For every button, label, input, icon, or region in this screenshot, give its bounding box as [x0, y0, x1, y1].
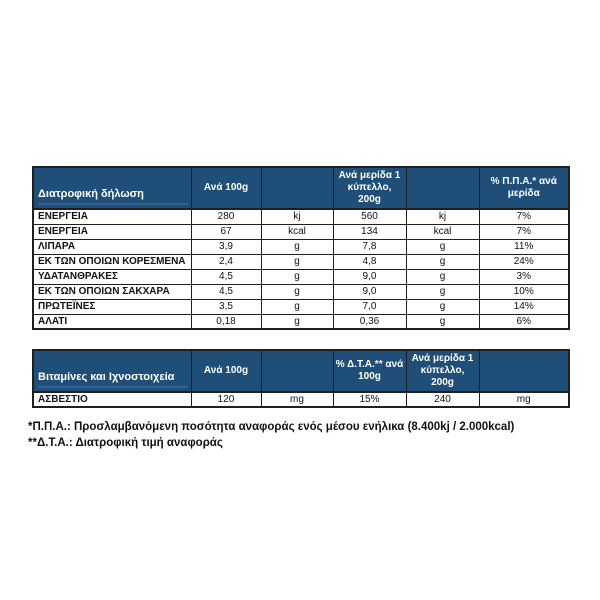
col-header-unit-spacer-2	[406, 167, 479, 209]
table-row	[33, 299, 569, 314]
table-row	[33, 209, 569, 224]
ria-percent-cell: 7%	[479, 209, 569, 224]
footnote-dta: **Δ.Τ.Α.: Διατροφική τιμή αναφοράς	[28, 436, 223, 449]
per-100g-unit-cell: g	[261, 239, 333, 254]
nutrient-name-cell: ΕΚ ΤΩΝ ΟΠΟΙΩΝ ΚΟΡΕΣΜΕΝΑ	[33, 254, 191, 269]
table-row	[33, 392, 569, 407]
per-100g-unit-cell: kcal	[261, 224, 333, 239]
footnote-ppa: *Π.Π.Α.: Προσλαμβανόμενη ποσότητα αναφοράς ενός μέσου ενήλικα (8.400kj / 2.000kcal)	[28, 421, 515, 433]
vitamins-table-title-cell	[33, 350, 191, 392]
per-100g-value-cell: 4,5	[191, 284, 261, 299]
per-100g-value-cell: 0,18	[191, 314, 261, 329]
nutrient-name-cell: ΕΚ ΤΩΝ ΟΠΟΙΩΝ ΣΑΚΧΑΡΑ	[33, 284, 191, 299]
footnotes	[28, 420, 568, 451]
per-serving-value-cell: 7,8	[333, 239, 406, 254]
table-row	[33, 284, 569, 299]
nutrition-table-title: Διατροφική δήλωση	[38, 188, 188, 205]
nutrition-table-header-row	[33, 167, 569, 209]
per-100g-unit-cell: g	[261, 269, 333, 284]
per-100g-value-cell: 280	[191, 209, 261, 224]
table-row	[33, 239, 569, 254]
per-100g-unit-cell: g	[261, 284, 333, 299]
col-header-unit-spacer-1	[261, 167, 333, 209]
nutrient-name-cell: ΥΔΑΤΑΝΘΡΑΚΕΣ	[33, 269, 191, 284]
nutrient-name-cell: ΠΡΩΤΕΪΝΕΣ	[33, 299, 191, 314]
nutrition-declaration-table	[32, 166, 570, 330]
per-serving-unit-cell: kcal	[406, 224, 479, 239]
per-serving-unit-cell: g	[406, 299, 479, 314]
per-serving-value-cell: 560	[333, 209, 406, 224]
col-header-ria-percent: % Π.Π.Α.* ανά μερίδα	[479, 167, 569, 209]
per-100g-unit-cell: g	[261, 299, 333, 314]
nutrient-name-cell: ΕΝΕΡΓΕΙΑ	[33, 224, 191, 239]
nutrient-name-cell: ΕΝΕΡΓΕΙΑ	[33, 209, 191, 224]
table-row	[33, 269, 569, 284]
table-row	[33, 224, 569, 239]
col-header-per-serving: Ανά μερίδα 1 κύπελλο, 200g	[406, 350, 479, 392]
nutrition-table-title-cell	[33, 167, 191, 209]
ria-percent-cell: 7%	[479, 224, 569, 239]
table-row	[33, 254, 569, 269]
per-100g-value-cell: 2,4	[191, 254, 261, 269]
per-100g-unit-cell: kj	[261, 209, 333, 224]
dta-percent-cell: 15%	[333, 392, 406, 407]
per-serving-unit-cell: mg	[479, 392, 569, 407]
ria-percent-cell: 6%	[479, 314, 569, 329]
ria-percent-cell: 3%	[479, 269, 569, 284]
per-100g-value-cell: 120	[191, 392, 261, 407]
nutrition-label-page	[28, 166, 568, 451]
per-100g-unit-cell: g	[261, 254, 333, 269]
per-100g-value-cell: 4,5	[191, 269, 261, 284]
per-serving-value-cell: 4,8	[333, 254, 406, 269]
ria-percent-cell: 10%	[479, 284, 569, 299]
ria-percent-cell: 11%	[479, 239, 569, 254]
vitamin-name-cell: ΑΣΒΕΣΤΙΟ	[33, 392, 191, 407]
per-serving-value-cell: 134	[333, 224, 406, 239]
col-header-unit-spacer-2	[479, 350, 569, 392]
per-100g-unit-cell: mg	[261, 392, 333, 407]
col-header-per-serving: Ανά μερίδα 1 κύπελλο, 200g	[333, 167, 406, 209]
per-serving-unit-cell: g	[406, 284, 479, 299]
vitamins-table	[32, 349, 570, 408]
per-serving-value-cell: 240	[406, 392, 479, 407]
per-100g-unit-cell: g	[261, 314, 333, 329]
per-serving-value-cell: 9,0	[333, 284, 406, 299]
per-serving-value-cell: 9,0	[333, 269, 406, 284]
per-100g-value-cell: 3,5	[191, 299, 261, 314]
per-serving-unit-cell: g	[406, 269, 479, 284]
vitamins-table-header-row	[33, 350, 569, 392]
per-serving-value-cell: 0,36	[333, 314, 406, 329]
per-serving-unit-cell: g	[406, 239, 479, 254]
table-row	[33, 314, 569, 329]
per-100g-value-cell: 3,9	[191, 239, 261, 254]
per-serving-unit-cell: g	[406, 254, 479, 269]
ria-percent-cell: 14%	[479, 299, 569, 314]
per-serving-unit-cell: g	[406, 314, 479, 329]
col-header-dta-percent: % Δ.Τ.Α.** ανά 100g	[333, 350, 406, 392]
col-header-per-100g: Ανά 100g	[191, 350, 261, 392]
vitamins-table-title: Βιταμίνες και Ιχνοστοιχεία	[38, 371, 188, 388]
col-header-unit-spacer-1	[261, 350, 333, 392]
per-100g-value-cell: 67	[191, 224, 261, 239]
ria-percent-cell: 24%	[479, 254, 569, 269]
per-serving-value-cell: 7,0	[333, 299, 406, 314]
per-serving-unit-cell: kj	[406, 209, 479, 224]
col-header-per-100g: Ανά 100g	[191, 167, 261, 209]
nutrient-name-cell: ΑΛΑΤΙ	[33, 314, 191, 329]
nutrient-name-cell: ΛΙΠΑΡΑ	[33, 239, 191, 254]
